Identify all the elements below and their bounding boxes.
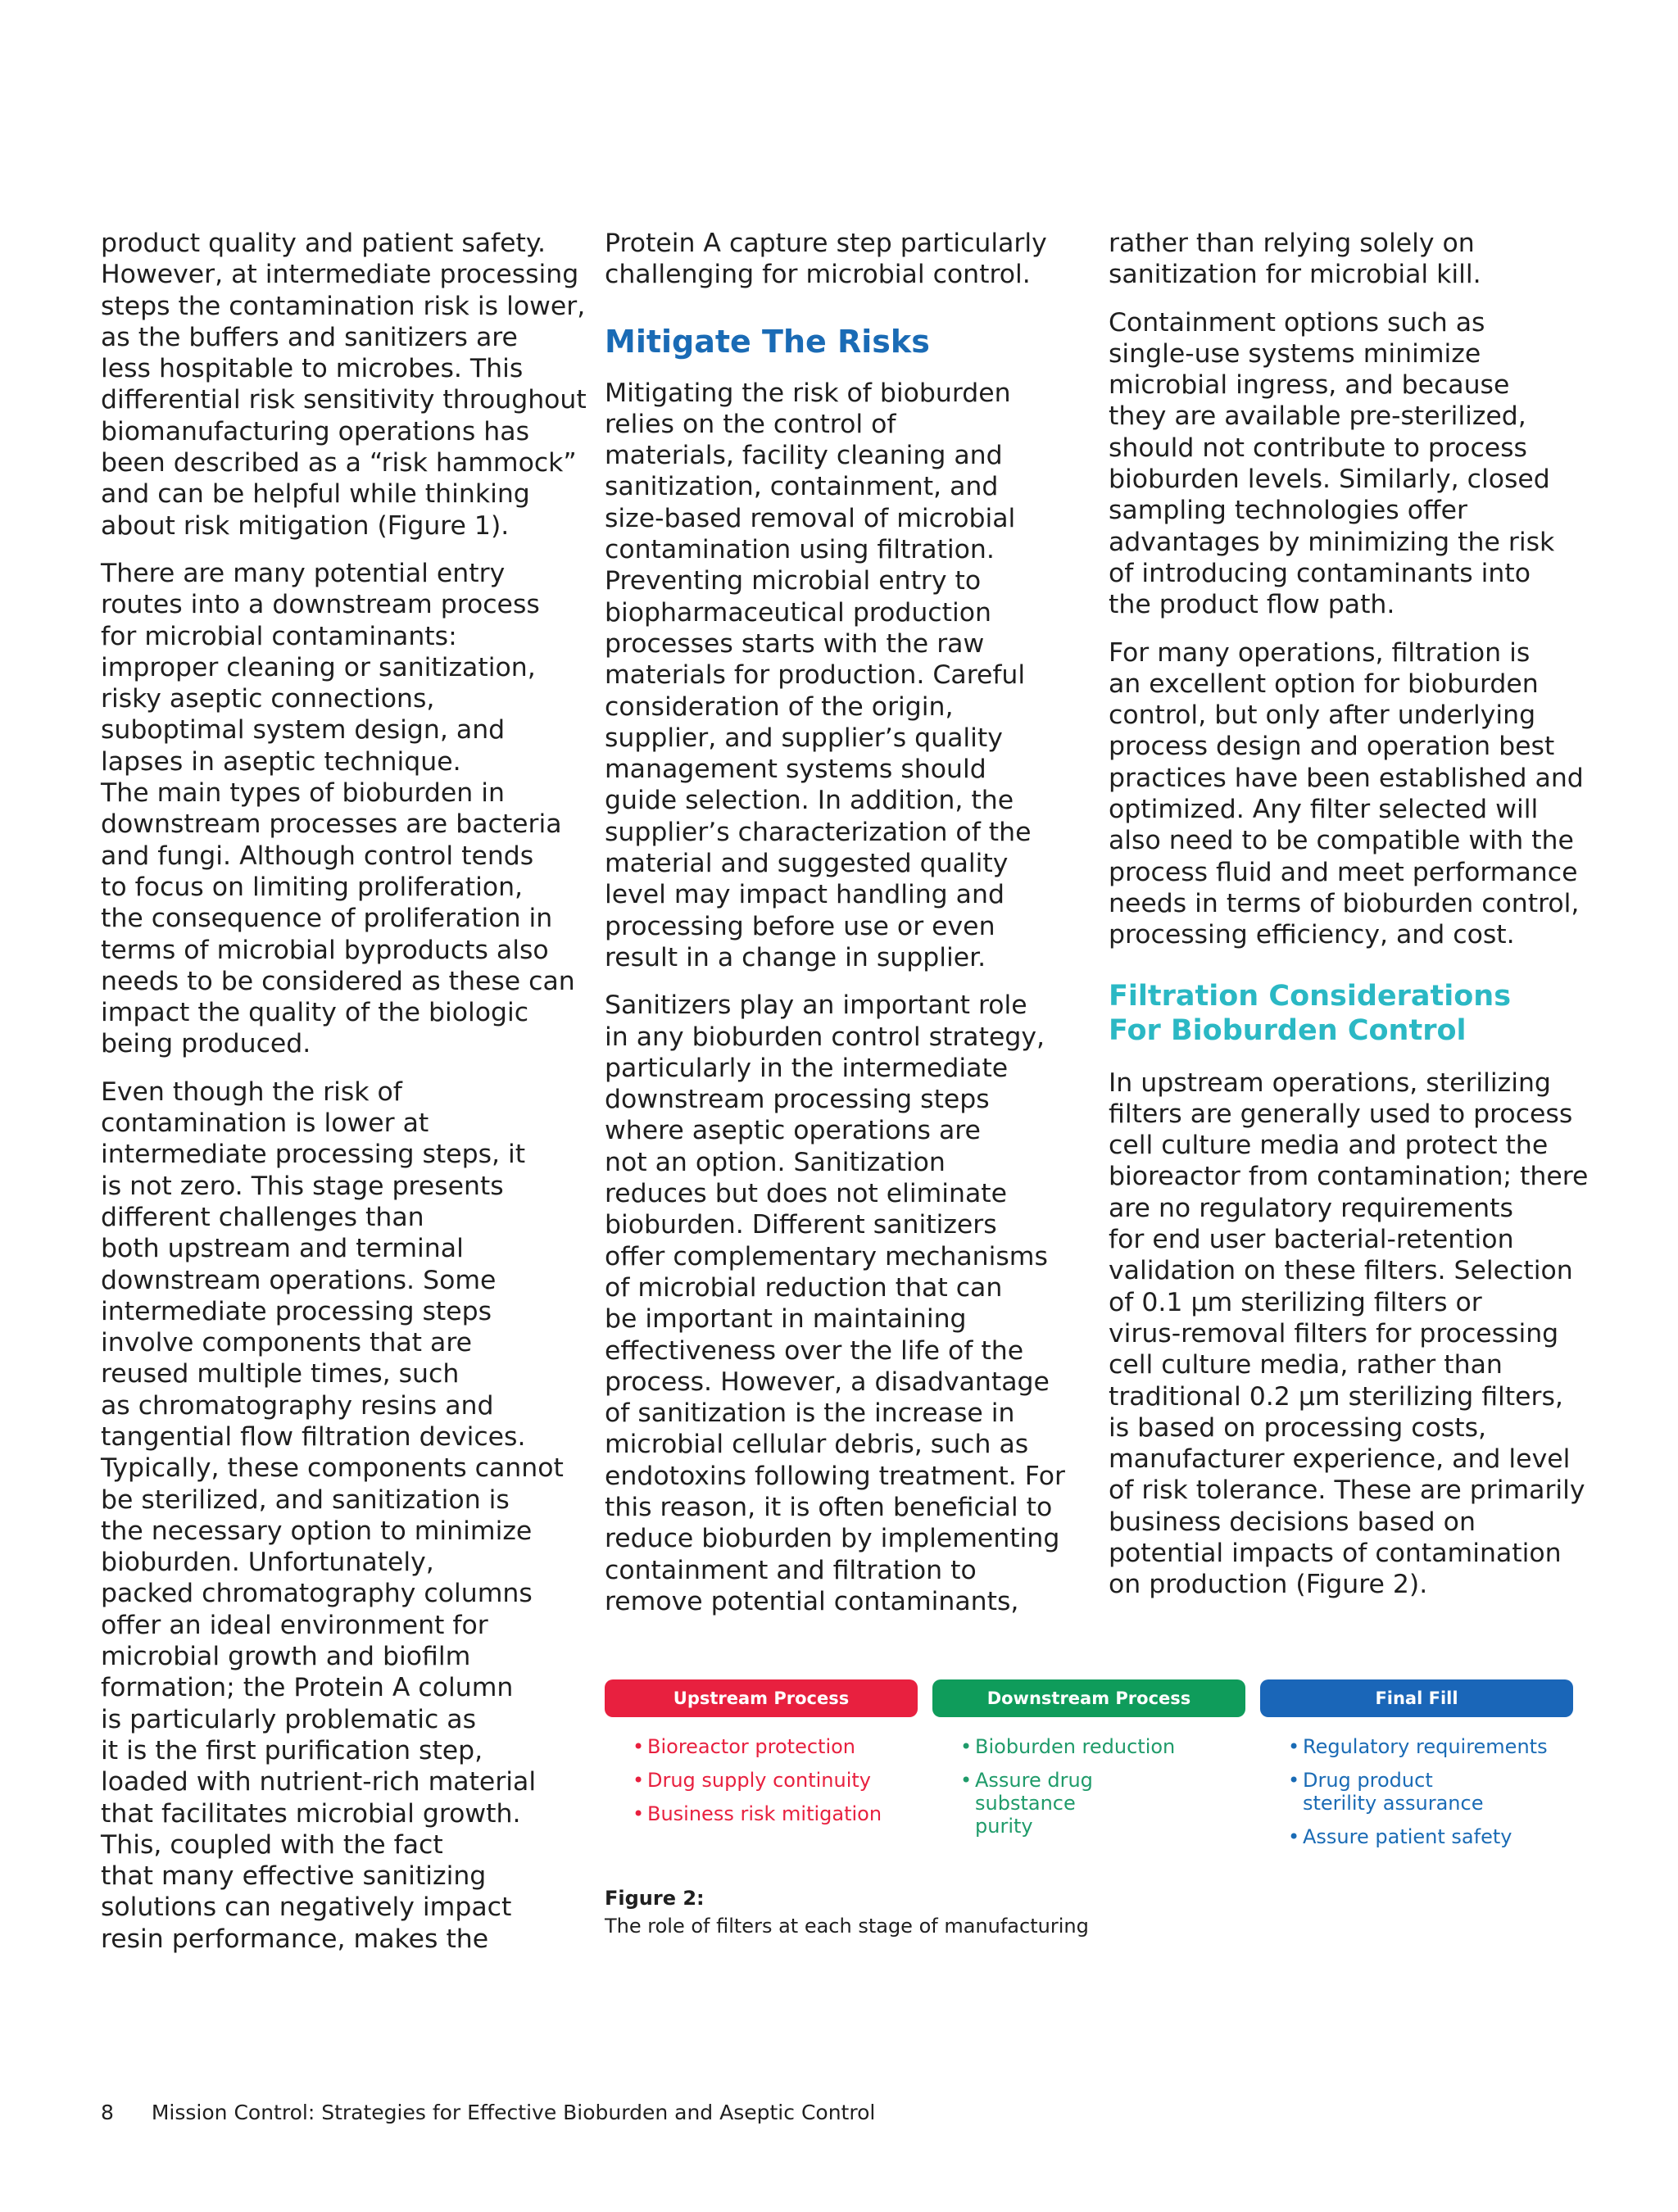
- text-line: both upstream and terminal: [101, 1234, 464, 1264]
- text-line: processing before use or even: [605, 911, 995, 941]
- text-line: Containment options such as: [1109, 307, 1485, 338]
- text-line: size-based removal of microbial: [605, 503, 1016, 533]
- text-line: Even though the risk of: [101, 1077, 402, 1107]
- caption-title: Figure 2:: [605, 1887, 705, 1910]
- text-line: cell culture media and protect the: [1109, 1131, 1549, 1161]
- text-line: control, but only after underlying: [1109, 700, 1536, 731]
- list-item: • Business risk mitigation: [633, 1802, 918, 1825]
- text-line: less hospitable to microbes. This: [101, 354, 524, 384]
- text-line: for microbial contaminants:: [101, 621, 457, 651]
- text-line: intermediate processing steps: [101, 1296, 492, 1326]
- list-item: • Assure patient safety: [1288, 1825, 1573, 1848]
- stage-title: Downstream Process: [932, 1679, 1245, 1717]
- paragraph: [1109, 637, 1584, 951]
- text-line: risky aseptic connections,: [101, 684, 435, 714]
- paragraph: [1109, 307, 1584, 621]
- column-3: [1109, 228, 1589, 1617]
- text-line: terms of microbial byproducts also: [101, 935, 549, 965]
- text-line: downstream processing steps: [605, 1085, 990, 1115]
- page-number: 8: [101, 2101, 114, 2124]
- text-line: advantages by minimizing the risk: [1109, 527, 1555, 557]
- caption-text: The role of filters at each stage of manufacturing: [605, 1915, 1089, 1938]
- text-line: needs in terms of bioburden control,: [1109, 888, 1580, 918]
- stage-items: [605, 1735, 918, 1825]
- text-line: There are many potential entry: [101, 558, 506, 588]
- text-line: improper cleaning or sanitization,: [101, 652, 536, 682]
- text-line: solutions can negatively impact: [101, 1892, 512, 1923]
- text-line: impact the quality of the biologic: [101, 998, 529, 1028]
- paragraph: [605, 378, 1080, 974]
- text-line: be sterilized, and sanitization is: [101, 1484, 510, 1515]
- text-line: Preventing microbial entry to: [605, 566, 982, 596]
- text-line: suboptimal system design, and: [101, 715, 506, 746]
- text-line: of sanitization is the increase in: [605, 1398, 1015, 1429]
- text-line: process. However, a disadvantage: [605, 1367, 1050, 1397]
- stage-upstream: [605, 1679, 918, 1836]
- text-line: level may impact handling and: [605, 880, 1005, 910]
- text-line: bioburden. Unfortunately,: [101, 1548, 434, 1578]
- text-line: offer complementary mechanisms: [605, 1241, 1048, 1271]
- text-line: offer an ideal environment for: [101, 1610, 488, 1640]
- text-line: is based on processing costs,: [1109, 1412, 1487, 1443]
- text-line: it is the first purification step,: [101, 1735, 483, 1766]
- paragraph: [605, 228, 1080, 291]
- text-line: should not contribute to process: [1109, 433, 1527, 463]
- text-line: the necessary option to minimize: [101, 1516, 533, 1546]
- text-line: of microbial reduction that can: [605, 1272, 1003, 1303]
- text-line: this reason, it is often beneficial to: [605, 1492, 1053, 1522]
- text-line: potential impacts of contamination: [1109, 1538, 1562, 1568]
- text-line: intermediate processing steps, it: [101, 1140, 526, 1170]
- text-line: contamination is lower at: [101, 1108, 429, 1139]
- text-line: as the buffers and sanitizers are: [101, 322, 518, 352]
- text-line: business decisions based on: [1109, 1507, 1476, 1537]
- text-line: different challenges than: [101, 1202, 424, 1232]
- text-line: endotoxins following treatment. For: [605, 1461, 1065, 1491]
- text-line: the consequence of proliferation in: [101, 904, 553, 934]
- text-line: to focus on limiting proliferation,: [101, 872, 524, 902]
- section-heading-mitigate: Mitigate The Risks: [605, 323, 930, 360]
- text-line: be important in maintaining: [605, 1304, 967, 1335]
- text-line: This, coupled with the fact: [101, 1829, 443, 1860]
- stage-final-fill: [1260, 1679, 1573, 1859]
- text-line: are no regulatory requirements: [1109, 1193, 1513, 1223]
- footer-title: Mission Control: Strategies for Effective Bioburden and Aseptic Control: [151, 2101, 876, 2124]
- text-line: involve components that are: [101, 1328, 472, 1358]
- text-line: where aseptic operations are: [605, 1116, 981, 1146]
- figure-caption: [605, 1884, 1089, 1940]
- list-item: • Drug supply continuity: [633, 1769, 918, 1792]
- text-line: lapses in aseptic technique.: [101, 746, 461, 777]
- text-line: bioburden. Different sanitizers: [605, 1210, 997, 1240]
- text-line: supplier, and supplier’s quality: [605, 723, 1003, 753]
- list-item: • Bioburden reduction: [960, 1735, 1245, 1758]
- text-line: biopharmaceutical production: [605, 597, 991, 628]
- stage-downstream: [932, 1679, 1245, 1848]
- text-line: they are available pre-sterilized,: [1109, 401, 1526, 432]
- page-footer: [101, 2101, 875, 2124]
- column-1: [101, 228, 587, 1971]
- text-line: manufacturer experience, and level: [1109, 1444, 1571, 1475]
- text-line: result in a change in supplier.: [605, 942, 986, 972]
- text-line: packed chromatography columns: [101, 1579, 533, 1609]
- text-line: virus-removal filters for processing: [1109, 1318, 1559, 1349]
- text-line: of risk tolerance. These are primarily: [1109, 1475, 1585, 1506]
- text-line: Mitigating the risk of bioburden: [605, 378, 1011, 408]
- stage-title: Final Fill: [1260, 1679, 1573, 1717]
- text-line: relies on the control of: [605, 409, 896, 439]
- text-line: materials for production. Careful: [605, 660, 1026, 691]
- text-line: is particularly problematic as: [101, 1704, 477, 1734]
- text-line: formation; the Protein A column: [101, 1673, 514, 1703]
- text-line: an excellent option for bioburden: [1109, 669, 1539, 699]
- text-line: needs to be considered as these can: [101, 966, 575, 996]
- text-line: routes into a downstream process: [101, 590, 540, 620]
- text-line: been described as a “risk hammock”: [101, 448, 577, 478]
- text-line: process fluid and meet performance: [1109, 857, 1578, 887]
- text-line: sanitization, containment, and: [605, 472, 999, 502]
- text-line: of introducing contaminants into: [1109, 558, 1531, 588]
- text-line: the product flow path.: [1109, 590, 1395, 620]
- text-line: reduce bioburden by implementing: [605, 1524, 1060, 1554]
- paragraph: [101, 1077, 572, 1955]
- text-line: of 0.1 µm sterilizing filters or: [1109, 1287, 1482, 1317]
- text-line: However, at intermediate processing: [101, 260, 579, 290]
- list-item: • Bioreactor protection: [633, 1735, 918, 1758]
- text-line: reduces but does not eliminate: [605, 1179, 1008, 1209]
- text-line: downstream processes are bacteria: [101, 809, 562, 840]
- text-line: processing efficiency, and cost.: [1109, 920, 1515, 950]
- text-line: For many operations, filtration is: [1109, 637, 1531, 668]
- section-heading-filtration: Filtration Considerations For Bioburden Control: [1109, 979, 1512, 1047]
- text-line: not an option. Sanitization: [605, 1147, 946, 1177]
- text-line: challenging for microbial control.: [605, 260, 1031, 290]
- text-line: sanitization for microbial kill.: [1109, 260, 1481, 290]
- text-line: Sanitizers play an important role: [605, 990, 1027, 1021]
- text-line: on production (Figure 2).: [1109, 1570, 1428, 1600]
- text-line: also need to be compatible with the: [1109, 826, 1574, 856]
- paragraph: [605, 990, 1080, 1617]
- text-line: downstream operations. Some: [101, 1265, 497, 1295]
- text-line: that many effective sanitizing: [101, 1861, 487, 1892]
- text-line: cell culture media, rather than: [1109, 1350, 1503, 1380]
- text-line: filters are generally used to process: [1109, 1099, 1573, 1129]
- text-line: supplier’s characterization of the: [605, 817, 1032, 847]
- text-line: in any bioburden control strategy,: [605, 1022, 1045, 1052]
- text-line: remove potential contaminants,: [605, 1586, 1019, 1616]
- text-line: Typically, these components cannot: [101, 1453, 564, 1484]
- text-line: is not zero. This stage presents: [101, 1171, 504, 1201]
- text-line: Protein A capture step particularly: [605, 229, 1047, 258]
- text-line: traditional 0.2 µm sterilizing filters,: [1109, 1381, 1563, 1412]
- text-line: contamination using filtration.: [605, 535, 995, 565]
- stage-items: [932, 1735, 1245, 1838]
- text-line: materials, facility cleaning and: [605, 441, 1003, 471]
- text-line: process design and operation best: [1109, 732, 1555, 762]
- text-line: The main types of bioburden in: [101, 778, 505, 809]
- column-2: [605, 228, 1080, 1634]
- text-line: In upstream operations, sterilizing: [1109, 1067, 1551, 1098]
- text-line: bioreactor from contamination; there: [1109, 1162, 1589, 1192]
- paragraph: [1109, 228, 1584, 291]
- text-line: guide selection. In addition, the: [605, 786, 1014, 816]
- text-line: product quality and patient safety.: [101, 229, 546, 258]
- stage-items: [1260, 1735, 1573, 1848]
- text-line: containment and filtration to: [605, 1555, 977, 1585]
- text-line: and can be helpful while thinking: [101, 479, 530, 510]
- text-line: single-use systems minimize: [1109, 338, 1481, 369]
- text-line: about risk mitigation (Figure 1).: [101, 510, 510, 541]
- text-line: loaded with nutrient-rich material: [101, 1767, 537, 1797]
- paragraph: [101, 558, 575, 1060]
- text-line: particularly in the intermediate: [605, 1053, 1009, 1083]
- text-line: effectiveness over the life of the: [605, 1335, 1024, 1366]
- text-line: management systems should: [605, 755, 986, 785]
- text-line: tangential flow filtration devices.: [101, 1421, 526, 1452]
- text-line: material and suggested quality: [605, 849, 1009, 879]
- text-line: validation on these filters. Selection: [1109, 1256, 1573, 1286]
- paragraph: [101, 228, 587, 542]
- stage-title: Upstream Process: [605, 1679, 918, 1717]
- text-line: as chromatography resins and: [101, 1390, 494, 1421]
- list-item: • Regulatory requirements: [1288, 1735, 1573, 1758]
- text-line: reused multiple times, such: [101, 1359, 460, 1389]
- text-line: and fungi. Although control tends: [101, 841, 534, 871]
- text-line: processes starts with the raw: [605, 628, 985, 659]
- text-line: microbial cellular debris, such as: [605, 1430, 1029, 1460]
- text-line: optimized. Any filter selected will: [1109, 795, 1539, 825]
- text-line: consideration of the origin,: [605, 691, 954, 722]
- list-item: • Assure drug substance purity: [960, 1769, 1139, 1838]
- text-line: for end user bacterial-retention: [1109, 1225, 1514, 1255]
- text-line: practices have been established and: [1109, 763, 1584, 793]
- paragraph: [1109, 1067, 1589, 1601]
- text-line: sampling technologies offer: [1109, 496, 1468, 526]
- text-line: microbial ingress, and because: [1109, 370, 1510, 401]
- text-line: that facilitates microbial growth.: [101, 1798, 521, 1829]
- text-line: steps the contamination risk is lower,: [101, 291, 586, 321]
- text-line: rather than relying solely on: [1109, 229, 1475, 258]
- text-line: resin performance, makes the: [101, 1924, 489, 1954]
- text-line: bioburden levels. Similarly, closed: [1109, 465, 1550, 495]
- text-line: biomanufacturing operations has: [101, 416, 529, 446]
- text-line: differential risk sensitivity throughout: [101, 385, 587, 415]
- text-line: microbial growth and biofilm: [101, 1642, 471, 1672]
- list-item: • Drug product sterility assurance: [1288, 1769, 1491, 1815]
- text-line: being produced.: [101, 1029, 311, 1059]
